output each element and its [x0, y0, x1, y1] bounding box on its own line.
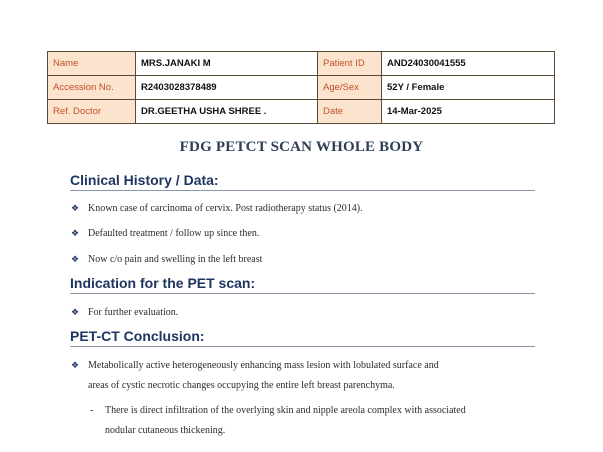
list-item [90, 401, 540, 441]
age-sex-value: 52Y / Female [382, 76, 555, 100]
list-item [71, 302, 178, 323]
conclusion-line [71, 376, 541, 396]
age-sex-label: Age/Sex [318, 76, 382, 100]
dash-bullet-icon: - [90, 405, 94, 416]
diamond-bullet-icon: ❖ [71, 307, 80, 317]
ref-doctor-value: DR.GEETHA USHA SHREE . [136, 100, 318, 124]
table-row [48, 52, 555, 76]
conclusion-item-1-line-2: areas of cystic necrotic changes occupying the entire left breast parenchyma. [88, 380, 395, 391]
list-item [71, 198, 363, 219]
list-item [71, 223, 259, 244]
diamond-bullet-icon: ❖ [71, 254, 80, 264]
patient-id-label: Patient ID [318, 52, 382, 76]
date-label: Date [318, 100, 382, 124]
conclusion-sub-1-line-2: nodular cutaneous thickening. [105, 425, 226, 436]
name-value: MRS.JANAKI M [136, 52, 318, 76]
accession-value: R2403028378489 [136, 76, 318, 100]
conclusion-line [71, 355, 541, 376]
diamond-bullet-icon: ❖ [71, 228, 80, 238]
patient-info-table [47, 51, 555, 124]
diamond-bullet-icon: ❖ [71, 203, 80, 213]
clinical-history-heading: Clinical History / Data: [70, 172, 535, 191]
accession-label: Accession No. [48, 76, 136, 100]
list-item [71, 355, 541, 396]
report-title: FDG PETCT SCAN WHOLE BODY [179, 139, 424, 155]
conclusion-sub-1-line-1: There is direct infiltration of the overlying skin and nipple areola complex with associated [105, 405, 466, 416]
conclusion-heading: PET-CT Conclusion: [70, 328, 535, 347]
history-item-3: Now c/o pain and swelling in the left breast [88, 254, 263, 265]
date-value: 14-Mar-2025 [382, 100, 555, 124]
name-label: Name [48, 52, 136, 76]
conclusion-item-1-line-1: Metabolically active heterogeneously enhancing mass lesion with lobulated surface and [88, 360, 439, 371]
patient-id-value: AND24030041555 [382, 52, 555, 76]
sub-line [90, 401, 540, 421]
sub-line [90, 421, 540, 441]
table-row [48, 100, 555, 124]
history-item-2: Defaulted treatment / follow up since then. [88, 228, 260, 239]
indication-heading: Indication for the PET scan: [70, 275, 535, 294]
diamond-bullet-icon: ❖ [71, 360, 80, 370]
ref-doctor-label: Ref. Doctor [48, 100, 136, 124]
list-item [71, 249, 262, 270]
table-row [48, 76, 555, 100]
indication-item-1: For further evaluation. [88, 307, 179, 318]
history-item-1: Known case of carcinoma of cervix. Post radiotherapy status (2014). [88, 203, 363, 214]
